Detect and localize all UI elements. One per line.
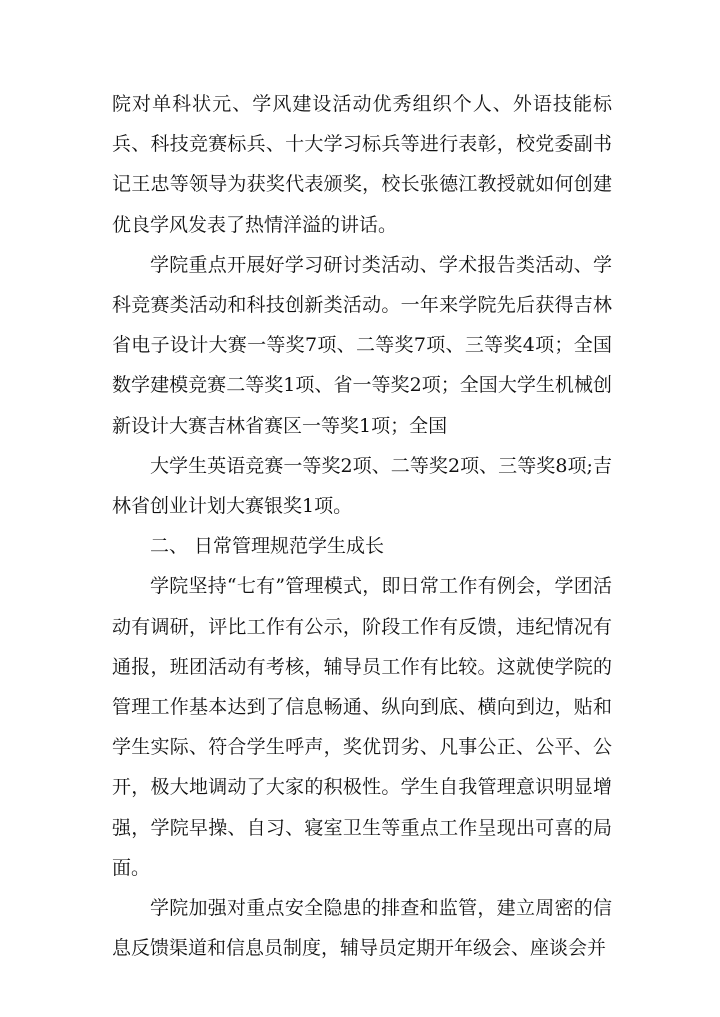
paragraph-academic-activities: 学院重点开展好学习研讨类活动、学术报告类活动、学科竞赛类活动和科技创新类活动。一年来学院先后获得吉林省电子设计大赛一等奖7项、二等奖7项、三等奖4项；全国数学建模竞赛二等奖1项、省一等奖2项；全国大学生机械创新设计大赛吉林省赛区一等奖1项；全国 bbox=[112, 253, 612, 437]
paragraph-awards-ceremony: 院对单科状元、学风建设活动优秀组织个人、外语技能标兵、科技竞赛标兵、十大学习标兵等进行表彰，校党委副书记王忠等领导为获奖代表颁奖，校长张德江教授就如何创建优良学风发表了热情洋溢的讲话。 bbox=[112, 93, 612, 236]
paragraph-seven-management-model: 学院坚持“七有”管理模式，即日常工作有例会，学团活动有调研，评比工作有公示，阶段工作有反馈，违纪情况有通报，班团活动有考核，辅导员工作有比较。这就使学院的管理工作基本达到了信息畅通、纵向到底、横向到边，贴和学生实际、符合学生呼声，奖优罚劣、凡事公正、公平、公开，极大地调动了大家的积极性。学生自我管理意识明显增强，学院早操、自习、寝室卫生等重点工作呈现出可喜的局面。 bbox=[112, 575, 612, 879]
paragraph-safety-supervision: 学院加强对重点安全隐患的排查和监管，建立周密的信息反馈渠道和信息员制度，辅导员定期开年级会、座谈会并 bbox=[112, 897, 612, 960]
paragraph-english-competition: 大学生英语竞赛一等奖2项、二等奖2项、三等奖8项;吉林省创业计划大赛银奖1项。 bbox=[112, 454, 612, 518]
section-heading-daily-management: 二、 日常管理规范学生成长 bbox=[150, 535, 385, 558]
document-body bbox=[112, 84, 612, 968]
